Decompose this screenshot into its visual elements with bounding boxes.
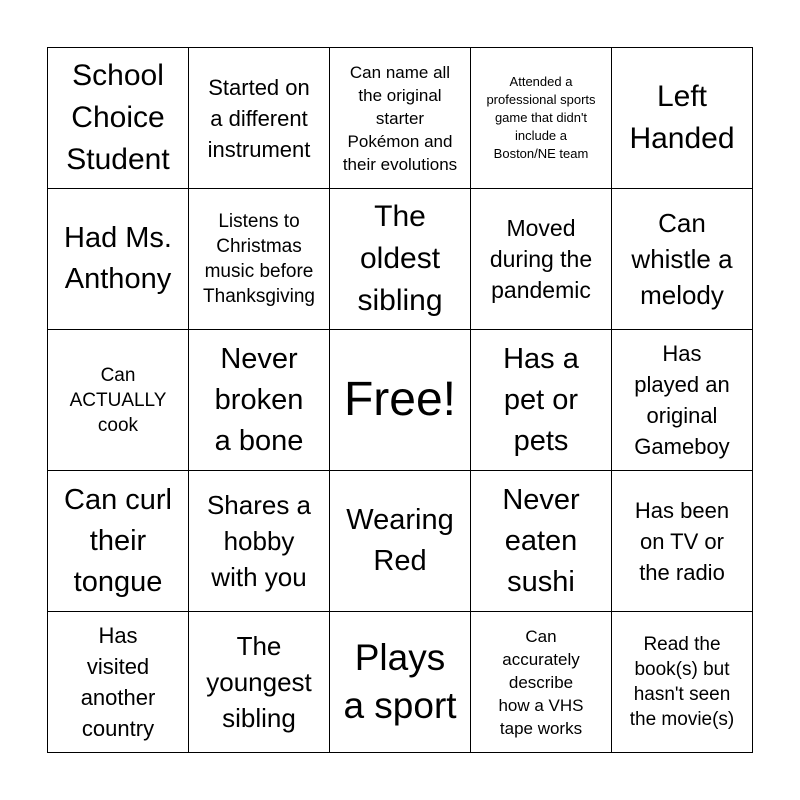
bingo-cell-r2c3[interactable]: [330, 189, 471, 330]
cell-text: Can accurately describe how a VHS tape works: [498, 626, 584, 738]
cell-text: Shares a hobby with you: [206, 490, 312, 592]
bingo-cell-r4c4[interactable]: [471, 471, 612, 612]
bingo-cell-r4c1[interactable]: [48, 471, 189, 612]
bingo-cell-r2c1[interactable]: [48, 189, 189, 330]
bingo-cell-r5c2[interactable]: [189, 612, 330, 753]
bingo-cell-r1c1[interactable]: [48, 48, 189, 189]
cell-text: Has visited another country: [80, 623, 156, 741]
bingo-cell-r1c2[interactable]: [189, 48, 330, 189]
cell-text: Can curl their tongue: [64, 483, 172, 598]
cell-text: Can name all the original starter Pokémon and their evolutions: [342, 62, 458, 174]
free-space[interactable]: [330, 330, 471, 471]
cell-text: Had Ms. Anthony: [64, 222, 172, 295]
bingo-cell-r3c5[interactable]: [612, 330, 753, 471]
bingo-cell-r3c1[interactable]: [48, 330, 189, 471]
cell-text: Has a pet or pets: [503, 342, 579, 457]
bingo-cell-r5c3[interactable]: [330, 612, 471, 753]
cell-text: Can whistle a melody: [631, 208, 733, 310]
cell-text: Attended a professional sports game that didn't include a Boston/NE team: [486, 74, 596, 161]
bingo-cell-r1c4[interactable]: [471, 48, 612, 189]
cell-text: Has played an original Gameboy: [634, 341, 730, 459]
bingo-cell-r2c2[interactable]: [189, 189, 330, 330]
cell-text: Has been on TV or the radio: [634, 497, 730, 585]
bingo-cell-r1c5[interactable]: [612, 48, 753, 189]
free-space-text: Free!: [343, 373, 457, 426]
bingo-cell-r3c4[interactable]: [471, 330, 612, 471]
cell-text: Plays a sport: [343, 637, 457, 726]
bingo-board: [47, 47, 753, 753]
bingo-cell-r5c1[interactable]: [48, 612, 189, 753]
cell-text: Read the book(s) but hasn't seen the movie(s): [629, 634, 735, 730]
cell-text: The youngest sibling: [206, 631, 312, 733]
bingo-cell-r4c3[interactable]: [330, 471, 471, 612]
bingo-cell-r2c4[interactable]: [471, 189, 612, 330]
cell-text: Started on a different instrument: [207, 74, 311, 162]
cell-text: Moved during the pandemic: [489, 214, 593, 303]
bingo-cell-r5c4[interactable]: [471, 612, 612, 753]
cell-text: Can ACTUALLY cook: [69, 364, 167, 436]
bingo-cell-r4c2[interactable]: [189, 471, 330, 612]
cell-text: The oldest sibling: [357, 200, 443, 317]
cell-text: Never broken a bone: [214, 342, 304, 457]
cell-text: Listens to Christmas music before Thanksgiving: [203, 211, 315, 307]
cell-text: School Choice Student: [66, 59, 170, 176]
bingo-cell-r4c5[interactable]: [612, 471, 753, 612]
cell-text: Left Handed: [629, 80, 735, 155]
cell-text: Never eaten sushi: [502, 483, 580, 598]
bingo-cell-r3c2[interactable]: [189, 330, 330, 471]
cell-text: Wearing Red: [346, 504, 454, 577]
bingo-cell-r1c3[interactable]: [330, 48, 471, 189]
bingo-cell-r5c5[interactable]: [612, 612, 753, 753]
bingo-cell-r2c5[interactable]: [612, 189, 753, 330]
